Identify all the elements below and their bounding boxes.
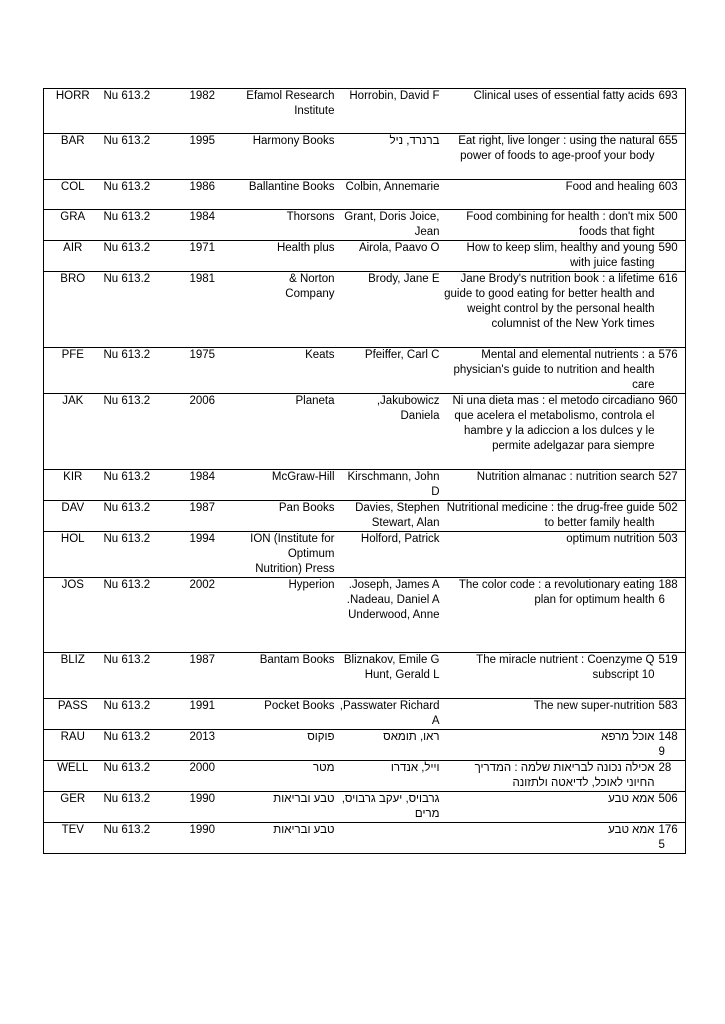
- call-number-cell: Nu 613.2: [102, 134, 188, 180]
- record-id-cell: 1765: [657, 823, 686, 854]
- title-cell: אכילה נכונה לבריאות שלמה : המדריך החיוני לאוכל, לדיאטה ולתזונה: [442, 761, 657, 792]
- year-cell: 1982: [188, 89, 240, 134]
- record-id-cell: 655: [657, 134, 686, 180]
- record-id-cell: 500: [657, 210, 686, 241]
- shelf-code-cell: COL: [44, 180, 102, 210]
- title-cell: The new super-nutrition: [442, 699, 657, 730]
- call-number-cell: Nu 613.2: [102, 823, 188, 854]
- table-row: [44, 272, 686, 348]
- call-number-cell: Nu 613.2: [102, 578, 188, 653]
- year-cell: 2006: [188, 394, 240, 470]
- publisher-cell: Health plus: [240, 241, 337, 272]
- title-cell: Nutrition almanac : nutrition search: [442, 470, 657, 501]
- table-row: [44, 210, 686, 241]
- call-number-cell: Nu 613.2: [102, 241, 188, 272]
- shelf-code-cell: KIR: [44, 470, 102, 501]
- title-cell: The color code : a revolutionary eating plan for optimum health: [442, 578, 657, 653]
- record-id-cell: 1489: [657, 730, 686, 761]
- year-cell: 1987: [188, 501, 240, 532]
- publisher-cell: Planeta: [240, 394, 337, 470]
- publisher-cell: פוקוס: [240, 730, 337, 761]
- record-id-cell: 1886: [657, 578, 686, 653]
- table-row: [44, 89, 686, 134]
- year-cell: 1981: [188, 272, 240, 348]
- call-number-cell: Nu 613.2: [102, 653, 188, 699]
- title-cell: Ni una dieta mas : el metodo circadiano que acelera el metabolismo, controla el hambre y la adiccion a los dulces y le permite adelgazar para siempre: [442, 394, 657, 470]
- shelf-code-cell: RAU: [44, 730, 102, 761]
- year-cell: 2013: [188, 730, 240, 761]
- shelf-code-cell: TEV: [44, 823, 102, 854]
- call-number-cell: Nu 613.2: [102, 532, 188, 578]
- year-cell: 1990: [188, 823, 240, 854]
- publisher-cell: & Norton Company: [240, 272, 337, 348]
- year-cell: 1994: [188, 532, 240, 578]
- call-number-cell: Nu 613.2: [102, 730, 188, 761]
- author-cell: ראו, תומאס: [337, 730, 442, 761]
- author-cell: [337, 823, 442, 854]
- shelf-code-cell: GRA: [44, 210, 102, 241]
- record-id-cell: 503: [657, 532, 686, 578]
- publisher-cell: Thorsons: [240, 210, 337, 241]
- record-id-cell: 616: [657, 272, 686, 348]
- title-cell: אמא טבע: [442, 792, 657, 823]
- title-cell: Eat right, live longer : using the natural power of foods to age-proof your body: [442, 134, 657, 180]
- author-cell: Airola, Paavo O: [337, 241, 442, 272]
- year-cell: 1991: [188, 699, 240, 730]
- shelf-code-cell: PASS: [44, 699, 102, 730]
- title-cell: Mental and elemental nutrients : a physician's guide to nutrition and health care: [442, 348, 657, 394]
- record-id-cell: 960: [657, 394, 686, 470]
- shelf-code-cell: WELL: [44, 761, 102, 792]
- call-number-cell: Nu 613.2: [102, 210, 188, 241]
- table-row: [44, 653, 686, 699]
- table-row: [44, 394, 686, 470]
- record-id-cell: 519: [657, 653, 686, 699]
- table-row: [44, 761, 686, 792]
- record-id-cell: 28: [657, 761, 686, 792]
- title-cell: optimum nutrition: [442, 532, 657, 578]
- title-cell: Jane Brody's nutrition book : a lifetime guide to good eating for better health and weight control by the personal health columnist of the New York times: [442, 272, 657, 348]
- author-cell: Colbin, Annemarie: [337, 180, 442, 210]
- year-cell: 1986: [188, 180, 240, 210]
- call-number-cell: Nu 613.2: [102, 272, 188, 348]
- publisher-cell: Hyperion: [240, 578, 337, 653]
- publisher-cell: מטר: [240, 761, 337, 792]
- record-id-cell: 527: [657, 470, 686, 501]
- shelf-code-cell: BRO: [44, 272, 102, 348]
- title-cell: The miracle nutrient : Coenzyme Q subscript 10: [442, 653, 657, 699]
- shelf-code-cell: PFE: [44, 348, 102, 394]
- year-cell: 1984: [188, 210, 240, 241]
- record-id-cell: 506: [657, 792, 686, 823]
- author-cell: Grant, Doris Joice, Jean: [337, 210, 442, 241]
- author-cell: וייל, אנדרו: [337, 761, 442, 792]
- table-row: [44, 532, 686, 578]
- title-cell: אוכל מרפא: [442, 730, 657, 761]
- publisher-cell: ION (Institute for Optimum Nutrition) Press: [240, 532, 337, 578]
- author-cell: Holford, Patrick: [337, 532, 442, 578]
- publisher-cell: Keats: [240, 348, 337, 394]
- year-cell: 1995: [188, 134, 240, 180]
- title-cell: How to keep slim, healthy and young with juice fasting: [442, 241, 657, 272]
- table-row: [44, 578, 686, 653]
- author-cell: ,Passwater Richard A: [337, 699, 442, 730]
- publisher-cell: Pan Books: [240, 501, 337, 532]
- publisher-cell: Harmony Books: [240, 134, 337, 180]
- shelf-code-cell: BLIZ: [44, 653, 102, 699]
- shelf-code-cell: JOS: [44, 578, 102, 653]
- title-cell: Food and healing: [442, 180, 657, 210]
- record-id-cell: 603: [657, 180, 686, 210]
- catalog-body: [44, 89, 686, 854]
- year-cell: 1987: [188, 653, 240, 699]
- call-number-cell: Nu 613.2: [102, 761, 188, 792]
- record-id-cell: 693: [657, 89, 686, 134]
- publisher-cell: McGraw-Hill: [240, 470, 337, 501]
- author-cell: Horrobin, David F: [337, 89, 442, 134]
- year-cell: 2000: [188, 761, 240, 792]
- author-cell: ברנרד, ניל: [337, 134, 442, 180]
- shelf-code-cell: AIR: [44, 241, 102, 272]
- title-cell: Food combining for health : don't mix foods that fight: [442, 210, 657, 241]
- author-cell: ,Jakubowicz Daniela: [337, 394, 442, 470]
- call-number-cell: Nu 613.2: [102, 792, 188, 823]
- record-id-cell: 502: [657, 501, 686, 532]
- publisher-cell: Pocket Books: [240, 699, 337, 730]
- shelf-code-cell: HOL: [44, 532, 102, 578]
- catalog-table: [43, 88, 686, 854]
- year-cell: 1984: [188, 470, 240, 501]
- author-cell: Bliznakov, Emile G Hunt, Gerald L: [337, 653, 442, 699]
- call-number-cell: Nu 613.2: [102, 348, 188, 394]
- year-cell: 2002: [188, 578, 240, 653]
- author-cell: .Joseph, James A .Nadeau, Daniel A Underwood, Anne: [337, 578, 442, 653]
- author-cell: Pfeiffer, Carl C: [337, 348, 442, 394]
- call-number-cell: Nu 613.2: [102, 89, 188, 134]
- publisher-cell: Bantam Books: [240, 653, 337, 699]
- shelf-code-cell: BAR: [44, 134, 102, 180]
- author-cell: Brody, Jane E: [337, 272, 442, 348]
- publisher-cell: Ballantine Books: [240, 180, 337, 210]
- record-id-cell: 583: [657, 699, 686, 730]
- table-row: [44, 823, 686, 854]
- publisher-cell: טבע ובריאות: [240, 792, 337, 823]
- title-cell: Clinical uses of essential fatty acids: [442, 89, 657, 134]
- call-number-cell: Nu 613.2: [102, 180, 188, 210]
- author-cell: גרבויס, יעקב גרבויס, מרים: [337, 792, 442, 823]
- shelf-code-cell: JAK: [44, 394, 102, 470]
- author-cell: Kirschmann, John D: [337, 470, 442, 501]
- table-row: [44, 501, 686, 532]
- table-row: [44, 180, 686, 210]
- author-cell: Davies, Stephen Stewart, Alan: [337, 501, 442, 532]
- table-row: [44, 348, 686, 394]
- title-cell: Nutritional medicine : the drug-free guide to better family health: [442, 501, 657, 532]
- publisher-cell: טבע ובריאות: [240, 823, 337, 854]
- publisher-cell: Efamol Research Institute: [240, 89, 337, 134]
- record-id-cell: 590: [657, 241, 686, 272]
- shelf-code-cell: HORR: [44, 89, 102, 134]
- title-cell: אמא טבע: [442, 823, 657, 854]
- year-cell: 1971: [188, 241, 240, 272]
- call-number-cell: Nu 613.2: [102, 501, 188, 532]
- table-row: [44, 470, 686, 501]
- shelf-code-cell: GER: [44, 792, 102, 823]
- table-row: [44, 134, 686, 180]
- call-number-cell: Nu 613.2: [102, 699, 188, 730]
- table-row: [44, 699, 686, 730]
- record-id-cell: 576: [657, 348, 686, 394]
- call-number-cell: Nu 613.2: [102, 394, 188, 470]
- table-row: [44, 792, 686, 823]
- table-row: [44, 730, 686, 761]
- table-row: [44, 241, 686, 272]
- call-number-cell: Nu 613.2: [102, 470, 188, 501]
- year-cell: 1990: [188, 792, 240, 823]
- shelf-code-cell: DAV: [44, 501, 102, 532]
- year-cell: 1975: [188, 348, 240, 394]
